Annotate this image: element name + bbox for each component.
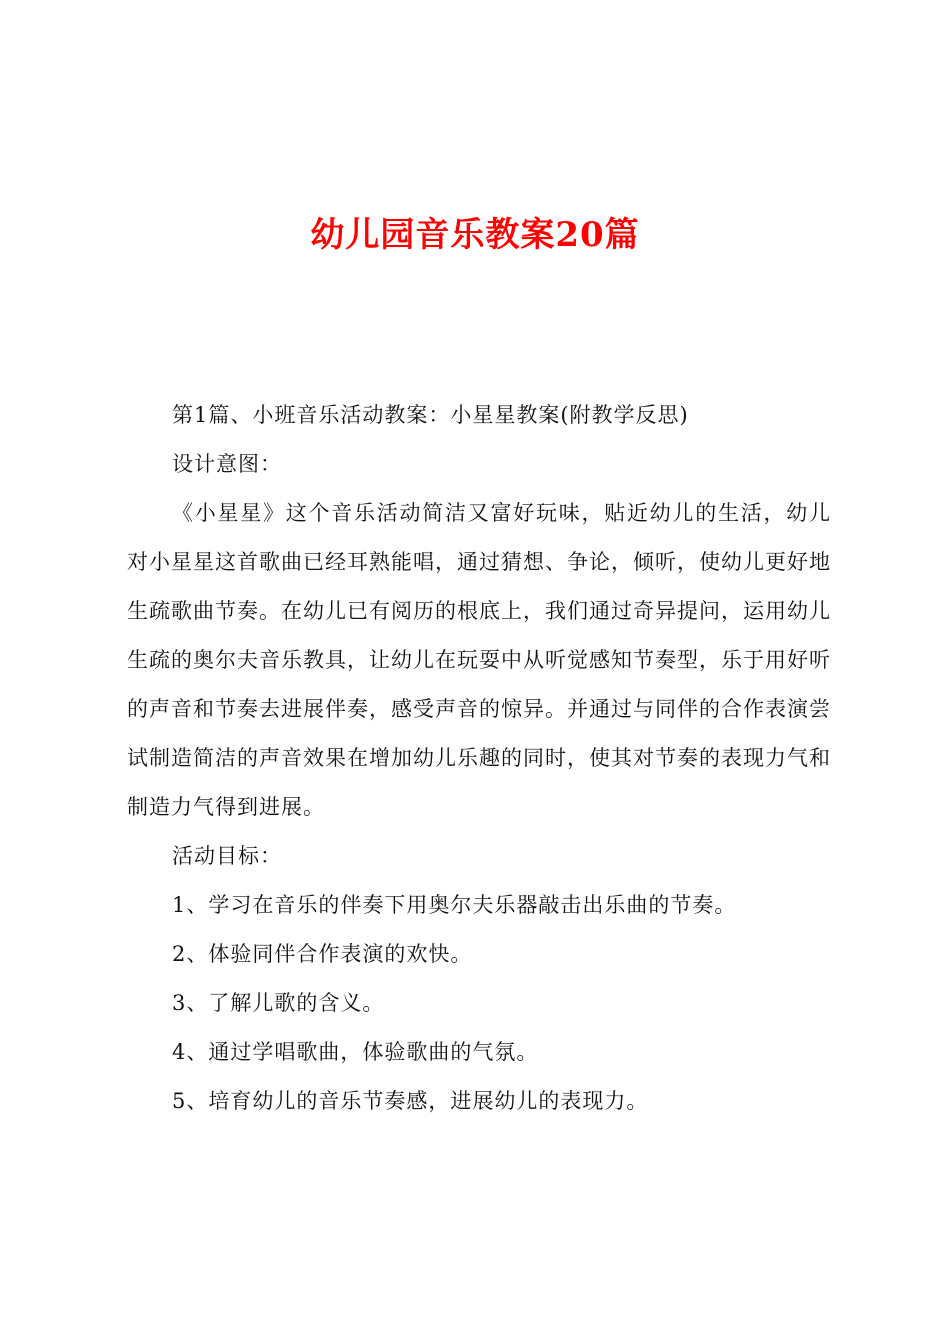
document-title: 幼儿园音乐教案20篇 [310,215,640,255]
goal-item-5: 5、培育幼儿的音乐节奏感，进展幼儿的表现力。 [172,1089,649,1113]
activity-goals-label: 活动目标： [172,844,282,868]
section-heading: 第1篇、小班音乐活动教案：小星星教案(附教学反思) [172,403,689,427]
design-intent-label: 设计意图： [172,452,282,476]
goal-item-4: 4、通过学唱歌曲，体验歌曲的气氛。 [172,1040,539,1064]
goal-item-3: 3、了解儿歌的含义。 [172,991,385,1015]
design-intent-paragraph: 《小星星》这个音乐活动简洁又富好玩味，贴近幼儿的生活，幼儿对小星星这首歌曲已经耳熟能唱，通过猜想、争论，倾听，使幼儿更好地生疏歌曲节奏。在幼儿已有阅历的根底上，我们通过奇异提问，运用幼儿生疏的奥尔夫音乐教具，让幼儿在玩耍中从听觉感知节奏型，乐于用好听的声音和节奏去进展伴奏，感受声音的惊异。并通过与同伴的合作表演尝试制造简洁的声音效果在增加幼儿乐趣的同时，使其对节奏的表现力气和制造力气得到进展。 [127,501,831,819]
goal-item-2: 2、体验同伴合作表演的欢快。 [172,942,473,966]
document-body [127,391,831,1126]
goal-item-1: 1、学习在音乐的伴奏下用奥尔夫乐器敲击出乐曲的节奏。 [172,893,737,917]
